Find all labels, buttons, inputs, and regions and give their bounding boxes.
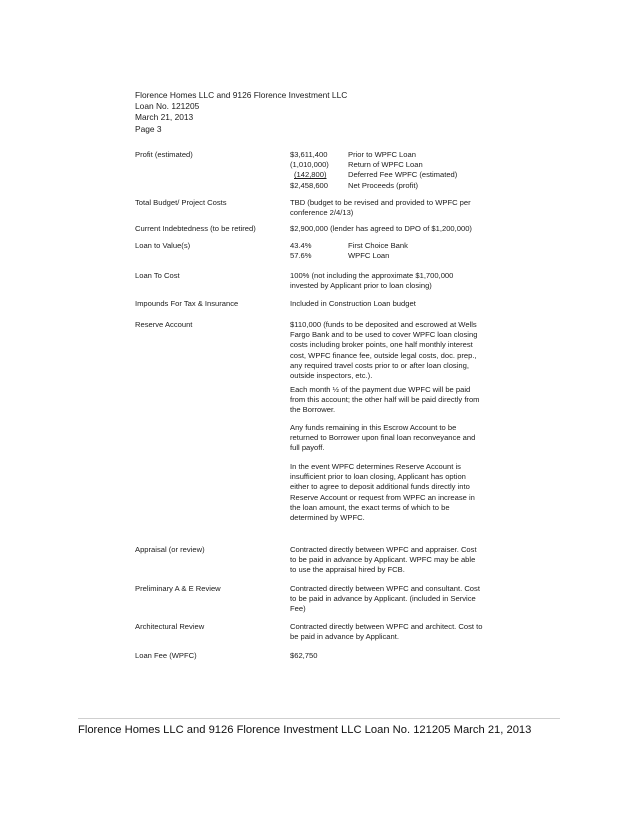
document-header xyxy=(135,90,347,135)
ltv-amounts xyxy=(290,241,312,261)
arch-line-1: Contracted directly between WPFC and architect. Cost to xyxy=(290,622,483,631)
prelim-review-label: Preliminary A & E Review xyxy=(135,584,221,593)
indebtedness-label: Current Indebtedness (to be retired) xyxy=(135,224,256,233)
ltv-label: Loan to Value(s) xyxy=(135,241,191,250)
reserve-p4-line-2: insufficient prior to loan closing, Applicant has option xyxy=(290,472,466,482)
prelim-line-2: to be paid in advance by Applicant. (included in Service xyxy=(290,594,476,604)
prelim-review-value xyxy=(290,584,520,615)
appraisal-line-2: to be paid in advance by Applicant. WPFC may be able xyxy=(290,555,476,565)
profit-desc-4: Net Proceeds (profit) xyxy=(348,180,419,190)
header-company: Florence Homes LLC and 9126 Florence Investment LLC xyxy=(135,90,348,100)
ltv-desc-1: First Choice Bank xyxy=(348,241,408,250)
ltc-value xyxy=(290,271,520,291)
profit-label: Profit (estimated) xyxy=(135,150,193,159)
reserve-p3-line-2: returned to Borrower upon final loan reconveyance and xyxy=(290,433,476,443)
header-date: March 21, 2013 xyxy=(135,112,194,123)
reserve-paragraph-1 xyxy=(290,320,520,381)
profit-desc-3: Deferred Fee WPFC (estimated) xyxy=(348,170,458,180)
appraisal-line-3: to use the appraisal hired by FCB. xyxy=(290,565,405,575)
ltc-line-1: 100% (not including the approximate $1,700,000 xyxy=(290,271,454,280)
ltv-descriptions xyxy=(348,241,408,261)
loan-fee-value: $62,750 xyxy=(290,651,318,660)
reserve-p4-line-1: In the event WPFC determines Reserve Account is xyxy=(290,462,461,471)
reserve-p1-line-1: $110,000 (funds to be deposited and escrowed at Wells xyxy=(290,320,477,329)
prelim-line-3: Fee) xyxy=(290,604,306,614)
reserve-paragraph-4 xyxy=(290,462,520,523)
header-page-number: Page 3 xyxy=(135,123,162,134)
ltc-line-2: invested by Applicant prior to loan closing) xyxy=(290,281,432,291)
impounds-value: Included in Construction Loan budget xyxy=(290,299,416,308)
reserve-p1-line-2: Fargo Bank and to be used to cover WPFC loan closing xyxy=(290,330,478,340)
profit-amount-3: (142,800) xyxy=(294,170,327,180)
reserve-p4-line-3: either to agree to deposit additional funds directly into xyxy=(290,482,470,492)
reserve-p1-line-3: costs including broker points, one half monthly interest xyxy=(290,340,473,350)
profit-desc-1: Prior to WPFC Loan xyxy=(348,150,416,159)
reserve-p1-line-5: any required travel costs prior to or after loan closing, xyxy=(290,360,469,370)
reserve-p3-line-3: full payoff. xyxy=(290,443,325,453)
reserve-p4-line-6: determined by WPFC. xyxy=(290,513,365,523)
appraisal-value xyxy=(290,545,520,576)
indebtedness-value: $2,900,000 (lender has agreed to DPO of $1,200,000) xyxy=(290,224,472,233)
header-loan-number: Loan No. 121205 xyxy=(135,101,200,112)
reserve-p2-line-2: from this account; the other half will be paid directly from xyxy=(290,395,480,405)
reserve-p2-line-3: the Borrower. xyxy=(290,405,336,415)
profit-amounts xyxy=(290,150,329,191)
appraisal-line-1: Contracted directly between WPFC and appraiser. Cost xyxy=(290,545,477,554)
total-budget-label: Total Budget/ Project Costs xyxy=(135,198,227,207)
total-budget-value xyxy=(290,198,520,218)
impounds-label: Impounds For Tax & Insurance xyxy=(135,299,239,308)
prelim-line-1: Contracted directly between WPFC and consultant. Cost xyxy=(290,584,480,593)
total-budget-line-2: conference 2/4/13) xyxy=(290,208,354,218)
reserve-p4-line-4: Reserve Account or request from WPFC an increase in xyxy=(290,492,475,502)
reserve-paragraph-2 xyxy=(290,385,520,416)
footer-divider xyxy=(78,718,560,719)
reserve-p4-line-5: the loan amount, the exact terms of which to be xyxy=(290,502,450,512)
ltv-amount-2: 57.6% xyxy=(290,251,312,261)
reserve-p2-line-1: Each month ½ of the payment due WPFC will be paid xyxy=(290,385,471,394)
profit-descriptions xyxy=(348,150,457,191)
page-footer: Florence Homes LLC and 9126 Florence Investment LLC Loan No. 121205 March 21, 2013 xyxy=(78,724,532,736)
arch-review-label: Architectural Review xyxy=(135,622,205,631)
profit-desc-2: Return of WPFC Loan xyxy=(348,160,423,170)
ltv-desc-2: WPFC Loan xyxy=(348,251,390,261)
reserve-p1-line-6: outside inspectors, etc.). xyxy=(290,371,373,381)
reserve-p3-line-1: Any funds remaining in this Escrow Account to be xyxy=(290,423,457,432)
profit-amount-2: (1,010,000) xyxy=(290,160,329,170)
ltc-label: Loan To Cost xyxy=(135,271,180,280)
total-budget-line-1: TBD (budget to be revised and provided to WPFC per xyxy=(290,198,471,207)
appraisal-label: Appraisal (or review) xyxy=(135,545,205,554)
arch-review-value xyxy=(290,622,520,642)
reserve-p1-line-4: cost, WPFC finance fee, outside legal costs, doc. prep., xyxy=(290,350,477,360)
loan-fee-label: Loan Fee (WPFC) xyxy=(135,651,197,660)
profit-amount-4: $2,458,600 xyxy=(290,180,329,190)
reserve-paragraph-3 xyxy=(290,423,520,454)
ltv-amount-1: 43.4% xyxy=(290,241,312,250)
arch-line-2: be paid in advance by Applicant. xyxy=(290,632,399,642)
profit-amount-1: $3,611,400 xyxy=(290,150,328,159)
reserve-label: Reserve Account xyxy=(135,320,193,329)
